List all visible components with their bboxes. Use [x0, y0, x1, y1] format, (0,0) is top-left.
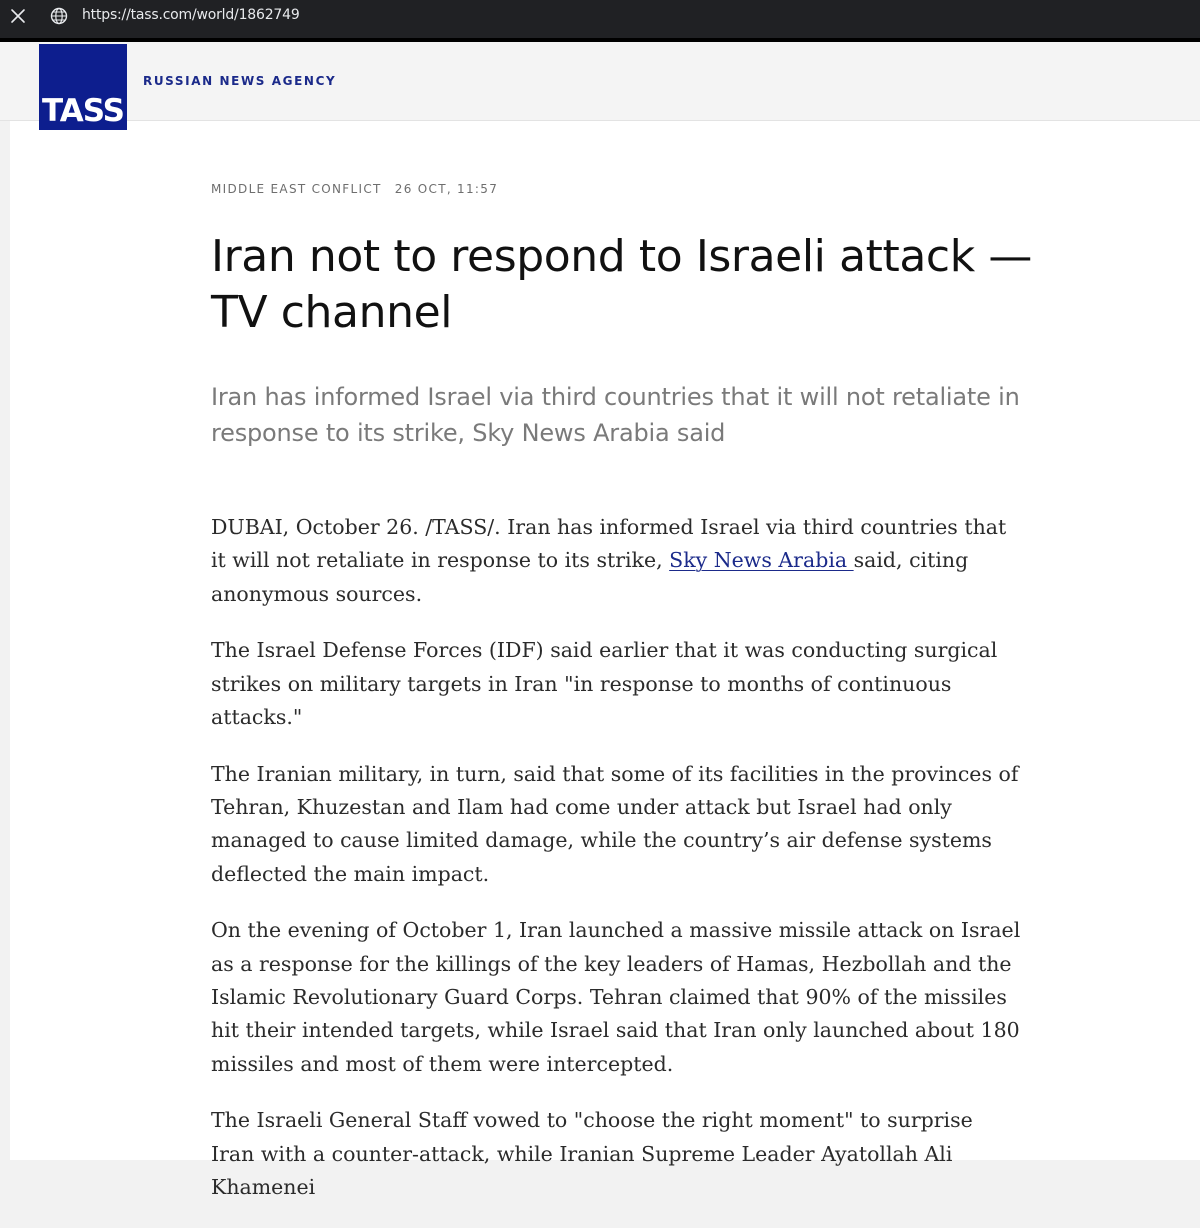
article-body	[211, 511, 1021, 1228]
close-icon[interactable]	[8, 6, 28, 26]
url-field[interactable]: https://tass.com/world/1862749	[82, 7, 300, 23]
agency-tagline: RUSSIAN NEWS AGENCY	[143, 74, 337, 88]
article-paragraph	[211, 511, 1021, 611]
article-paragraph: The Iranian military, in turn, said that some of its facilities in the provinces of Tehran, Khuzestan and Ilam had come under attack but Israel had only managed to cause limited damage, while the country’s air defense systems deflected the main impact.	[211, 761, 1019, 886]
paragraph-text: said, citing anonymous sources.	[211, 548, 969, 606]
category-link[interactable]: MIDDLE EAST CONFLICT	[211, 182, 382, 196]
logo-text: TASS	[42, 93, 124, 129]
article-meta	[211, 182, 498, 196]
article-paragraph: The Israel Defense Forces (IDF) said earlier that it was conducting surgical strikes on military targets in Iran "in response to months of continuous attacks."	[211, 638, 998, 729]
article-title: Iran not to respond to Israeli attack — TV channel	[211, 231, 1032, 338]
article-paragraph: On the evening of October 1, Iran launched a massive missile attack on Israel as a response for the killings of the key leaders of Hamas, Hezbollah and the Islamic Revolutionary Guard Corps. Tehran claimed that 90% of the missiles hit their intended targets, while Israel said that Iran only launched about 180 missiles and most of them were intercepted.	[211, 918, 1021, 1076]
publish-date: 26 OCT, 11:57	[394, 182, 499, 196]
sky-news-arabia-link[interactable]: Sky News Arabia	[669, 548, 854, 573]
article-lead: Iran has informed Israel via third countries that it will not retaliate in response to its strike, Sky News Arabia said	[211, 383, 1020, 447]
tass-logo[interactable]	[39, 44, 127, 130]
article-paragraph: The Israeli General Staff vowed to "choose the right moment" to surprise Iran with a counter-attack, while Iranian Supreme Leader Ayatollah Ali Khamenei	[211, 1108, 973, 1200]
globe-icon	[50, 6, 68, 26]
paragraph-text: DUBAI, October 26. /TASS/. Iran has informed Israel via third countries that it will not retaliate in response to its strike,	[211, 515, 1007, 573]
browser-address-bar	[0, 0, 1200, 42]
